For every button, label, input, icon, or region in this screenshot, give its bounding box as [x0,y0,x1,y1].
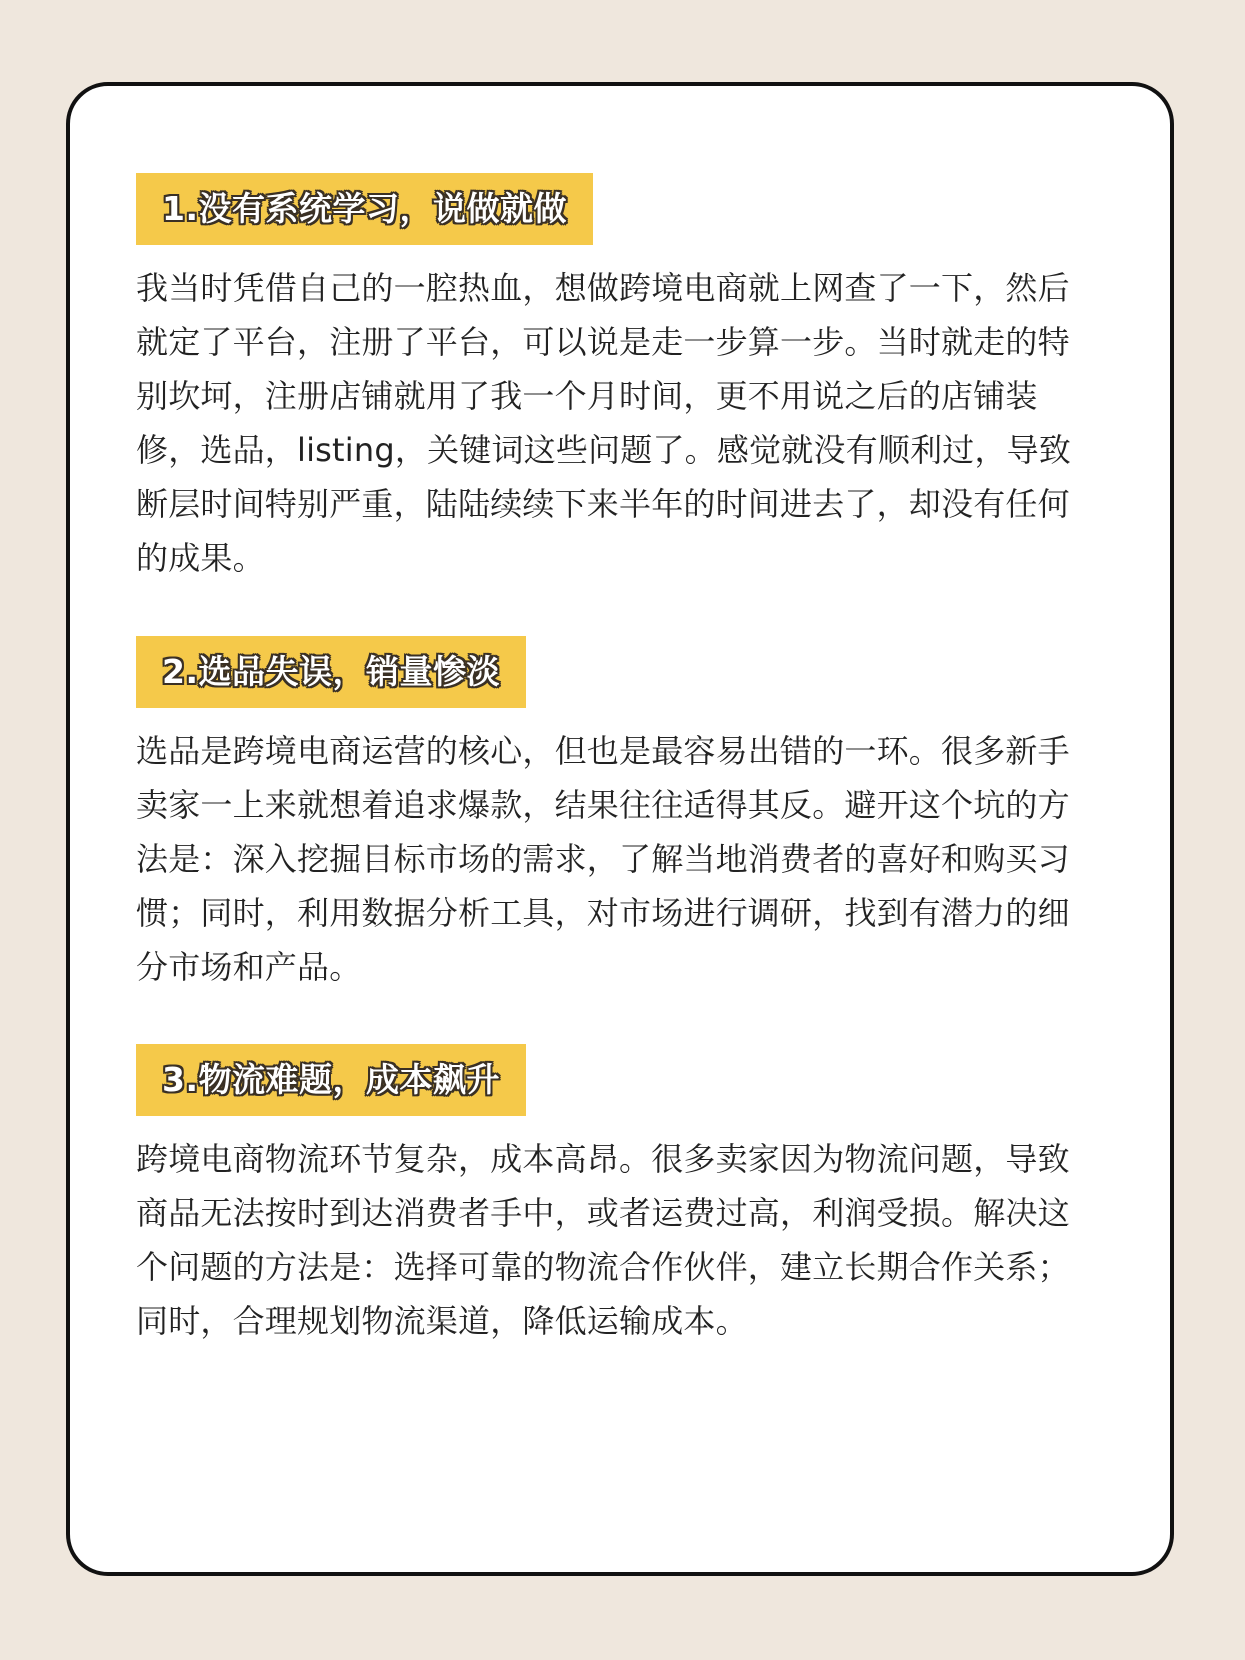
section-2 [136,636,1086,994]
section-3 [136,1044,1086,1348]
section-heading: 1.没有系统学习，说做就做 [136,173,593,245]
section-heading: 2.选品失误，销量惨淡 [136,636,526,708]
section-body: 选品是跨境电商运营的核心，但也是最容易出错的一环。很多新手卖家一上来就想着追求爆款，结果往往适得其反。避开这个坑的方法是：深入挖掘目标市场的需求，了解当地消费者的喜好和购买习惯；同时，利用数据分析工具，对市场进行调研，找到有潜力的细分市场和产品。 [136,732,1070,986]
section-1 [136,173,1086,585]
section-body: 跨境电商物流环节复杂，成本高昂。很多卖家因为物流问题，导致商品无法按时到达消费者手中，或者运费过高，利润受损。解决这个问题的方法是：选择可靠的物流合作伙伴，建立长期合作关系；同时，合理规划物流渠道，降低运输成本。 [136,1140,1070,1340]
section-heading: 3.物流难题，成本飙升 [136,1044,526,1116]
section-body: 我当时凭借自己的一腔热血，想做跨境电商就上网查了一下，然后就定了平台，注册了平台，可以说是走一步算一步。当时就走的特别坎坷，注册店铺就用了我一个月时间，更不用说之后的店铺装修，选品，listing，关键词这些问题了。感觉就没有顺利过，导致断层时间特别严重，陆陆续续下来半年的时间进去了，却没有任何的成果。 [136,269,1072,577]
